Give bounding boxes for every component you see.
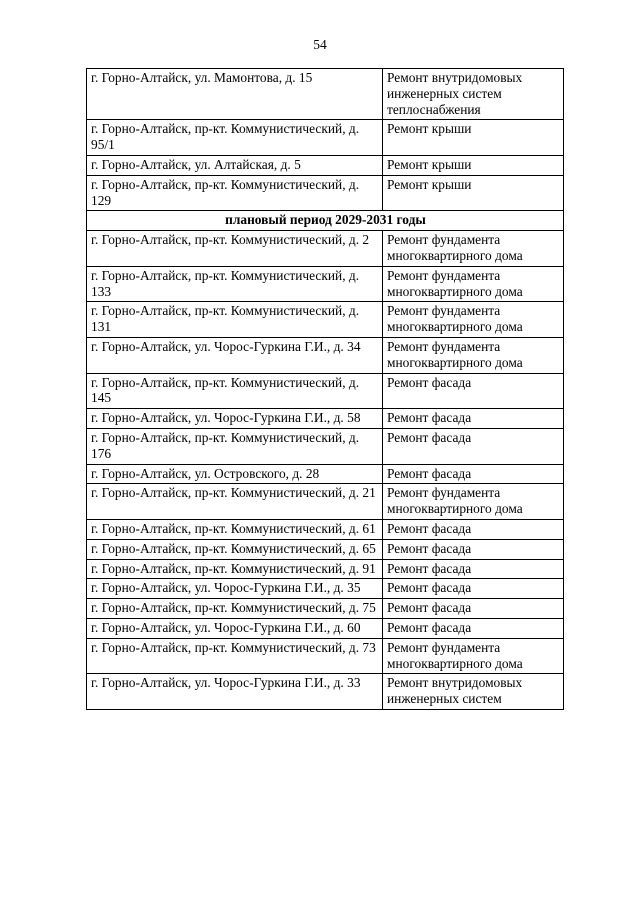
work-type-cell: Ремонт фасада (383, 409, 564, 429)
address-cell: г. Горно-Алтайск, ул. Чорос-Гуркина Г.И., д. 34 (87, 337, 383, 373)
table-row (87, 266, 564, 302)
table-row (87, 409, 564, 429)
work-type-cell: Ремонт фундамента многоквартирного дома (383, 302, 564, 338)
work-type-cell: Ремонт фасада (383, 464, 564, 484)
address-cell: г. Горно-Алтайск, ул. Алтайская, д. 5 (87, 155, 383, 175)
page-number: 54 (313, 37, 327, 52)
table-row (87, 155, 564, 175)
work-type-cell: Ремонт фасада (383, 599, 564, 619)
section-header-row (87, 211, 564, 231)
rows-top (87, 69, 564, 211)
table-row (87, 69, 564, 120)
address-cell: г. Горно-Алтайск, пр-кт. Коммунистический, д. 91 (87, 559, 383, 579)
work-type-cell: Ремонт внутридомовых инженерных систем (383, 674, 564, 710)
address-cell: г. Горно-Алтайск, пр-кт. Коммунистический, д. 61 (87, 519, 383, 539)
work-type-cell: Ремонт крыши (383, 175, 564, 211)
work-type-cell: Ремонт фасада (383, 519, 564, 539)
address-cell: г. Горно-Алтайск, пр-кт. Коммунистический, д. 75 (87, 599, 383, 619)
address-cell: г. Горно-Алтайск, пр-кт. Коммунистический, д. 131 (87, 302, 383, 338)
table-row (87, 231, 564, 267)
address-cell: г. Горно-Алтайск, ул. Чорос-Гуркина Г.И., д. 33 (87, 674, 383, 710)
work-type-cell: Ремонт фундамента многоквартирного дома (383, 638, 564, 674)
work-type-cell: Ремонт фундамента многоквартирного дома (383, 266, 564, 302)
address-cell: г. Горно-Алтайск, пр-кт. Коммунистический, д. 21 (87, 484, 383, 520)
address-cell: г. Горно-Алтайск, пр-кт. Коммунистический, д. 129 (87, 175, 383, 211)
work-type-cell: Ремонт крыши (383, 155, 564, 175)
table-row (87, 120, 564, 156)
work-type-cell: Ремонт фасада (383, 618, 564, 638)
work-type-cell: Ремонт фасада (383, 373, 564, 409)
table-row (87, 464, 564, 484)
address-cell: г. Горно-Алтайск, ул. Чорос-Гуркина Г.И., д. 58 (87, 409, 383, 429)
address-cell: г. Горно-Алтайск, ул. Чорос-Гуркина Г.И., д. 35 (87, 579, 383, 599)
table-row (87, 674, 564, 710)
address-cell: г. Горно-Алтайск, пр-кт. Коммунистический, д. 65 (87, 539, 383, 559)
work-type-cell: Ремонт крыши (383, 120, 564, 156)
repair-schedule-table (86, 68, 564, 710)
table-row (87, 337, 564, 373)
table-row (87, 559, 564, 579)
address-cell: г. Горно-Алтайск, пр-кт. Коммунистический, д. 2 (87, 231, 383, 267)
section-title: плановый период 2029-2031 годы (87, 211, 564, 231)
address-cell: г. Горно-Алтайск, пр-кт. Коммунистический, д. 73 (87, 638, 383, 674)
table-row (87, 302, 564, 338)
table-row (87, 175, 564, 211)
table-row (87, 539, 564, 559)
work-type-cell: Ремонт фундамента многоквартирного дома (383, 337, 564, 373)
table-row (87, 579, 564, 599)
work-type-cell: Ремонт фасада (383, 539, 564, 559)
address-cell: г. Горно-Алтайск, пр-кт. Коммунистический, д. 145 (87, 373, 383, 409)
address-cell: г. Горно-Алтайск, пр-кт. Коммунистический, д. 133 (87, 266, 383, 302)
work-type-cell: Ремонт фундамента многоквартирного дома (383, 484, 564, 520)
table-row (87, 638, 564, 674)
rows-bottom (87, 231, 564, 710)
table-row (87, 599, 564, 619)
work-type-cell: Ремонт фундамента многоквартирного дома (383, 231, 564, 267)
work-type-cell: Ремонт фасада (383, 428, 564, 464)
table-row (87, 373, 564, 409)
address-cell: г. Горно-Алтайск, ул. Мамонтова, д. 15 (87, 69, 383, 120)
address-cell: г. Горно-Алтайск, ул. Островского, д. 28 (87, 464, 383, 484)
table-row (87, 484, 564, 520)
work-type-cell: Ремонт фасада (383, 579, 564, 599)
work-type-cell: Ремонт фасада (383, 559, 564, 579)
section-header-group (87, 211, 564, 231)
address-cell: г. Горно-Алтайск, ул. Чорос-Гуркина Г.И., д. 60 (87, 618, 383, 638)
work-type-cell: Ремонт внутридомовых инженерных систем теплоснабжения (383, 69, 564, 120)
table-row (87, 618, 564, 638)
table-row (87, 519, 564, 539)
address-cell: г. Горно-Алтайск, пр-кт. Коммунистический, д. 95/1 (87, 120, 383, 156)
address-cell: г. Горно-Алтайск, пр-кт. Коммунистический, д. 176 (87, 428, 383, 464)
table-row (87, 428, 564, 464)
